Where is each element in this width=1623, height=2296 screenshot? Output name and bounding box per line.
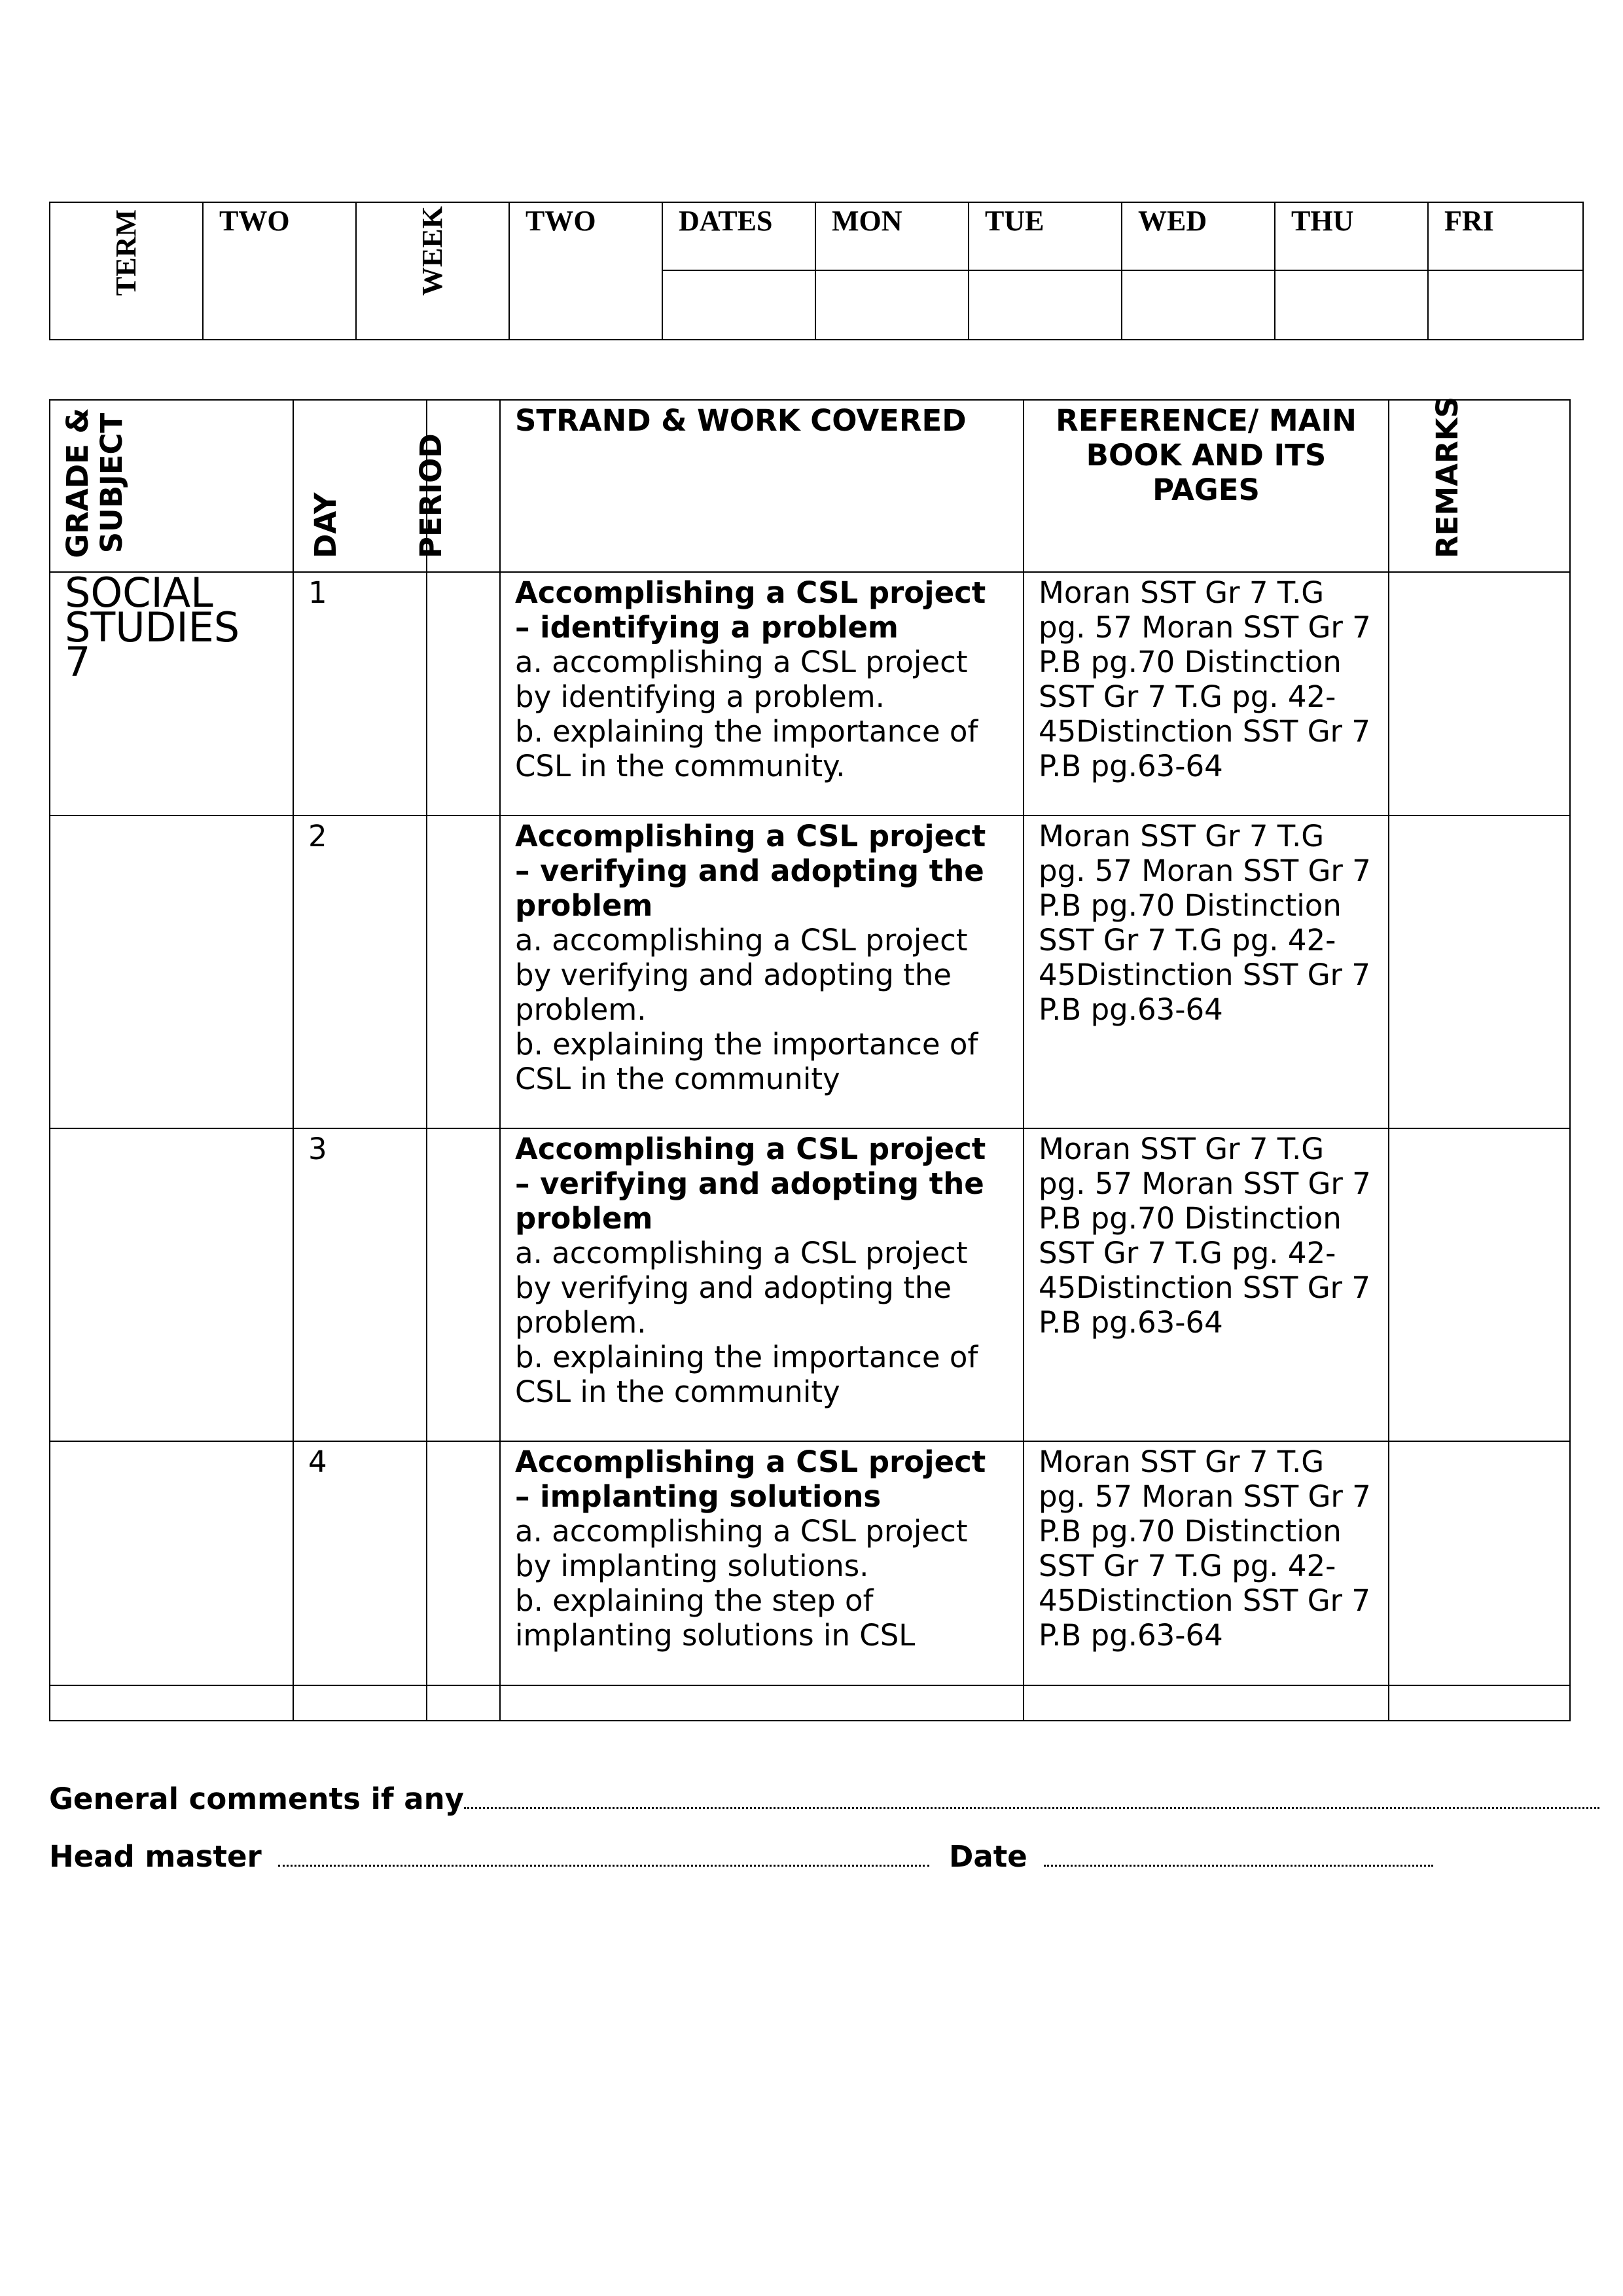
- dates-label: DATES: [662, 202, 815, 270]
- period-cell: [427, 1128, 500, 1441]
- strand-point-b: b. explaining the importance of CSL in the community: [515, 1340, 978, 1409]
- strand-title: Accomplishing a CSL project – identifying a problem: [515, 575, 986, 645]
- reference-header: REFERENCE/ MAIN BOOK AND ITS PAGES: [1024, 400, 1389, 572]
- date-mon-cell: [815, 270, 969, 340]
- period-cell: [427, 816, 500, 1128]
- empty-cell: [293, 1685, 427, 1721]
- day-wed: WED: [1122, 202, 1275, 270]
- empty-cell: [1389, 1685, 1570, 1721]
- strand-cell: [500, 1441, 1024, 1685]
- term-value: TWO: [203, 202, 356, 340]
- general-comments-label: General comments if any: [49, 1782, 464, 1816]
- date-field[interactable]: [1044, 1845, 1433, 1867]
- day-fri: FRI: [1428, 202, 1583, 270]
- day-number: 3: [293, 1128, 427, 1441]
- signature-line: [49, 1839, 1433, 1874]
- remarks-header-text: REMARKS: [1430, 397, 1465, 558]
- strand-point-a: a. accomplishing a CSL project by implanting solutions.: [515, 1514, 968, 1583]
- week-label: WEEK: [416, 206, 448, 296]
- strand-point-a: a. accomplishing a CSL project by identifying a problem.: [515, 645, 968, 714]
- strand-title: Accomplishing a CSL project – verifying and adopting the problem: [515, 819, 986, 923]
- empty-cell: [1024, 1685, 1389, 1721]
- week-value: TWO: [509, 202, 662, 340]
- day-mon: MON: [815, 202, 969, 270]
- day-header-text: DAY: [308, 492, 343, 558]
- strand-cell: [500, 1128, 1024, 1441]
- strand-cell: [500, 572, 1024, 816]
- term-week-table: [49, 202, 1584, 340]
- table-row: [50, 1128, 1570, 1441]
- table-row: [50, 1441, 1570, 1685]
- term-label-cell: [50, 202, 203, 340]
- strand-title: Accomplishing a CSL project – verifying and adopting the problem: [515, 1132, 986, 1236]
- day-number: 1: [293, 572, 427, 816]
- term-label: TERM: [110, 209, 142, 296]
- remarks-header: [1389, 397, 1570, 572]
- day-header: [293, 400, 427, 572]
- strand-title: Accomplishing a CSL project – implanting solutions: [515, 1444, 986, 1514]
- head-master-label: Head master: [49, 1839, 262, 1874]
- empty-cell: [427, 1685, 500, 1721]
- reference-cell: Moran SST Gr 7 T.G pg. 57 Moran SST Gr 7 P.B pg.70 Distinction SST Gr 7 T.G pg. 42-45Distinction SST Gr 7 P.B pg.63-64: [1024, 816, 1389, 1128]
- subject-name: SOCIAL STUDIES 7: [50, 572, 293, 816]
- period-header-text: PERIOD: [414, 433, 448, 558]
- remarks-cell: [1389, 816, 1570, 1128]
- dates-empty-cell: [662, 270, 815, 340]
- general-comments-field[interactable]: [464, 1787, 1599, 1809]
- day-tue: TUE: [969, 202, 1122, 270]
- period-cell: [427, 572, 500, 816]
- table-row: [50, 816, 1570, 1128]
- date-label: Date: [949, 1839, 1027, 1874]
- date-tue-cell: [969, 270, 1122, 340]
- date-thu-cell: [1275, 270, 1428, 340]
- reference-cell: Moran SST Gr 7 T.G pg. 57 Moran SST Gr 7 P.B pg.70 Distinction SST Gr 7 T.G pg. 42-45Distinction SST Gr 7 P.B pg.63-64: [1024, 1441, 1389, 1685]
- remarks-cell: [1389, 1441, 1570, 1685]
- general-comments-line: [49, 1782, 1599, 1816]
- grade-subject-header-text: GRADE & SUBJECT: [60, 408, 129, 558]
- period-cell: [427, 1441, 500, 1685]
- head-master-field[interactable]: [278, 1845, 929, 1867]
- reference-cell: Moran SST Gr 7 T.G pg. 57 Moran SST Gr 7 P.B pg.70 Distinction SST Gr 7 T.G pg. 42-45Distinction SST Gr 7 P.B pg.63-64: [1024, 572, 1389, 816]
- lesson-plan-table: [49, 399, 1571, 1721]
- date-wed-cell: [1122, 270, 1275, 340]
- period-header: [414, 400, 500, 572]
- table-row: [50, 572, 1570, 816]
- empty-cell: [50, 1685, 293, 1721]
- strand-cell: [500, 816, 1024, 1128]
- date-fri-cell: [1428, 270, 1583, 340]
- subject-empty-cell: [50, 816, 293, 1128]
- day-number: 4: [293, 1441, 427, 1685]
- remarks-cell: [1389, 1128, 1570, 1441]
- reference-cell: Moran SST Gr 7 T.G pg. 57 Moran SST Gr 7 P.B pg.70 Distinction SST Gr 7 T.G pg. 42-45Distinction SST Gr 7 P.B pg.63-64: [1024, 1128, 1389, 1441]
- strand-header: STRAND & WORK COVERED: [500, 400, 1024, 572]
- strand-point-b: b. explaining the importance of CSL in the community.: [515, 714, 978, 783]
- strand-point-a: a. accomplishing a CSL project by verifying and adopting the problem.: [515, 923, 968, 1027]
- strand-point-a: a. accomplishing a CSL project by verifying and adopting the problem.: [515, 1236, 968, 1340]
- empty-row: [50, 1685, 1570, 1721]
- strand-point-b: b. explaining the importance of CSL in the community: [515, 1027, 978, 1096]
- day-thu: THU: [1275, 202, 1428, 270]
- subject-empty-cell: [50, 1441, 293, 1685]
- week-label-cell: [356, 202, 509, 340]
- grade-subject-header: [50, 400, 293, 572]
- empty-cell: [500, 1685, 1024, 1721]
- header-row: [50, 400, 1570, 572]
- day-number: 2: [293, 816, 427, 1128]
- subject-empty-cell: [50, 1128, 293, 1441]
- remarks-cell: [1389, 572, 1570, 816]
- strand-point-b: b. explaining the step of implanting solutions in CSL: [515, 1583, 916, 1653]
